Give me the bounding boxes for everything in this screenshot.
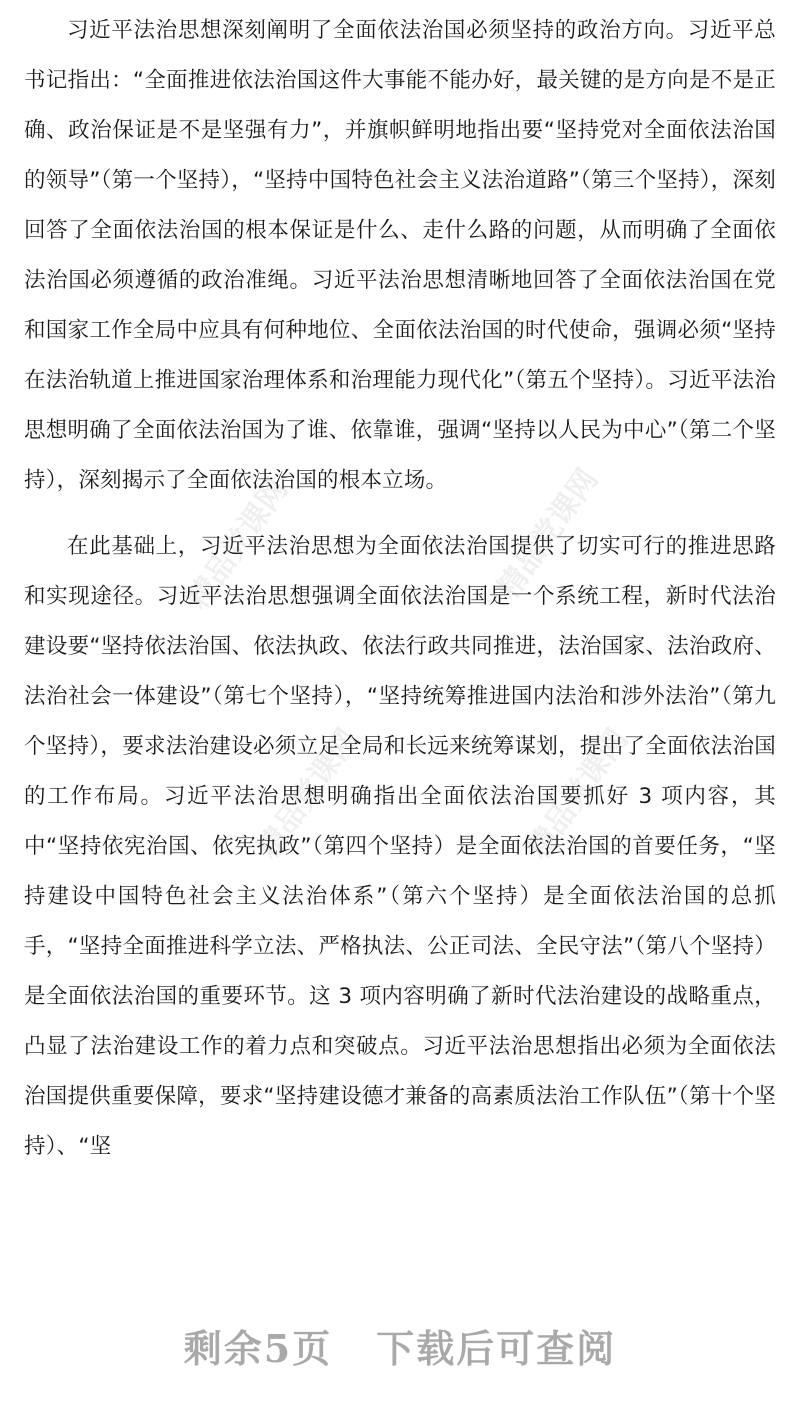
watermark-text: 精品党课网 (490, 462, 606, 606)
watermark-text: 精品党课网 (250, 722, 366, 866)
download-hint-label: 下载后可查阅 (376, 1326, 617, 1371)
remaining-pages-label: 剩余5页 (183, 1326, 333, 1371)
document-body (24, 6, 776, 1172)
paragraph-implementation-path: 在此基础上，习近平法治思想为全面依法治国提供了切实可行的推进思路和实现途径。习近平法治思想强调全面依法治国是一个系统工程，新时代法治建设要“坚持依法治国、依法执政、依法行政共同推进，法治国家、法治政府、法治社会一体建设”（第七个坚持），“坚持统筹推进国内法治和涉外法治”（第九个坚持），要求法治建设必须立足全局和长远来统筹谋划，提出了全面依法治国的工作布局。习近平法治思想明确指出全面依法治国要抓好 3 项内容，其中“坚持依宪治国、依宪执政”（第四个坚持）是全面依法治国的首要任务，“坚持建设中国特色社会主义法治体系”（第六个坚持）是全面依法治国的总抓手，“坚持全面推进科学立法、严格执法、公正司法、全民守法”（第八个坚持）是全面依法治国的重要环节。这 3 项内容明确了新时代法治建设的战略重点，凸显了法治建设工作的着力点和突破点。习近平法治思想指出必须为全面依法治国提供重要保障，要求“坚持建设德才兼备的高素质法治工作队伍”（第十个坚持）、“坚 (24, 534, 776, 1159)
watermark-text: 精品党课网 (520, 722, 636, 866)
watermark-text: 精品党课网 (180, 472, 296, 616)
paragraph-political-direction: 习近平法治思想深刻阐明了全面依法治国必须坚持的政治方向。习近平总书记指出：“全面推进依法治国这件大事能不能办好，最关键的是方向是不是正确、政治保证是不是坚强有力”，并旗帜鲜明地指出要“坚持党对全面依法治国的领导”（第一个坚持），“坚持中国特色社会主义法治道路”（第三个坚持），深刻回答了全面依法治国的根本保证是什么、走什么路的问题，从而明确了全面依法治国必须遵循的政治准绳。习近平法治思想清晰地回答了全面依法治国在党和国家工作全局中应具有何种地位、全面依法治国的时代使命，强调必须“坚持在法治轨道上推进国家治理体系和治理能力现代化”（第五个坚持）。习近平法治思想明确了全面依法治国为了谁、依靠谁，强调“坚持以人民为中心”（第二个坚持），深刻揭示了全面依法治国的根本立场。 (24, 18, 776, 493)
download-prompt[interactable] (0, 1318, 800, 1373)
